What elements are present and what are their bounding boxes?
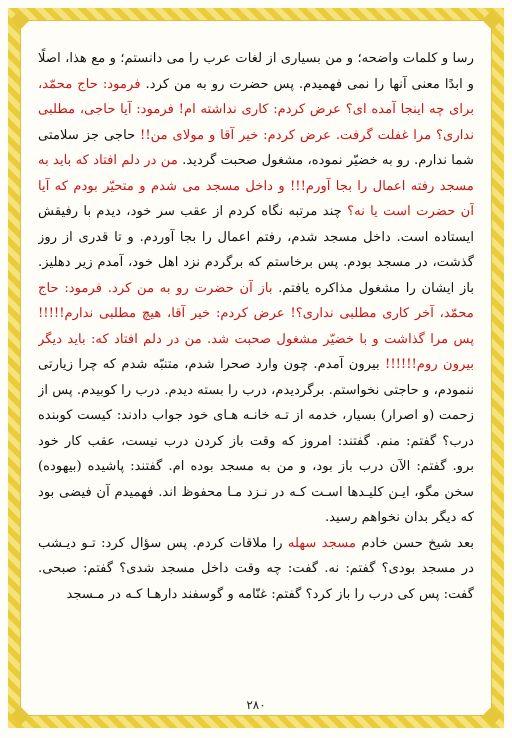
page-number: ۲۸۰ <box>246 698 266 712</box>
text-segment: را ملاقات کردم. پس سؤال کرد: تـو دیـشب در مسجد بودی؟ گفتم: نه. گفت: چه وقت داخل مسجد شدی؟ گفتم: صبحی. گفت: پس کی درب را باز کرد؟ گفتم: غنّامه و گوسفند دارهـا کـه در مـسجد <box>38 535 474 602</box>
text-segment: چند مرتبه نگاه کردم از عقب سر خود، دیدم با رفیقش ایستاده است. داخل مسجد شدم، رفتم اعمال را بجا آوردم. و تا قدری از روز گذشت، در مسجد بودم. پس برخاستم که برگردم نزد اهل خود، آمدم زیر دهلیز. باز ایشان را مشغول مذاکره یافتم. <box>38 204 474 296</box>
text-segment-red: مسجد سهله <box>287 535 357 551</box>
paragraph-2 <box>38 531 474 608</box>
paragraph-1 <box>38 46 474 531</box>
text-segment: بعد شیخ حسن خادم <box>356 535 474 551</box>
text-segment-red: من در دلم افتاد که باید به مسجد رفته اعمال را بجا آورم!!! و داخل مسجد می شدم و متحیّر بودم که آیا آن حضرت است یا نه؟ <box>38 153 474 219</box>
text-segment-red: فرمود: حاج محمّد، برای چه اینجا آمده ای؟ عرض کردم: کاری نداشته ام! فرمود: آیا حاجی، مطلبی نداری؟ مرا غفلت گرفت. عرض کردم: خیر آقا و مولای من!! <box>38 76 474 143</box>
body-text <box>38 46 474 686</box>
text-segment: حاجی جز سلامتی شما ندارم. رو به خضیّر نموده، مشغول صحبت گردید. <box>38 127 474 168</box>
text-segment-red: باز آن حضرت رو به من کرد. فرمود: حاج محمّد، آخر کاری مطلبی نداری؟! عرض کردم: خیر آقا، هیچ مطلبی ندارم!!!!! پس مرا گذاشت و با خضیّر مشغول صحبت شد. من در دلم افتاد که: باید دیگر بیرون روم!!!!!! <box>38 280 474 372</box>
text-segment: بیرون آمدم. چون وارد صحرا شدم، متنبّه شدم که چرا زیارتی ننمودم، و حاجتی نخواستم. برگردیدم، درب را بسته دیدم. درب را کوبیدم. پس از زحمت (و اصرار) بسیار، خدمه از تـه خانـه هـای خود جواب دادند: کیست کوبنده درب؟ گفتم: منم. گفتند: امروز که وقت باز کردن درب نیست، عقب کار خود برو. گفتم: الآن درب باز بود، و من به مسجد بوده ام. گفتند: پاشیده (بیهوده) سخن مگو، ایـن کلیـدها اسـت کـه در نـزد مـا محفوظ اند. فهمیدم آن فیضی بود که دیگر بدان نخواهم رسید. <box>38 357 474 525</box>
text-segment: رسا و کلمات واضحه؛ و من بسیاری از لغات عرب را می دانستم؛ و مع هذا، اصلًا و ابدًا معنی آنها را نمی فهمیدم. پس حضرت رو به من کرد. <box>38 51 474 92</box>
